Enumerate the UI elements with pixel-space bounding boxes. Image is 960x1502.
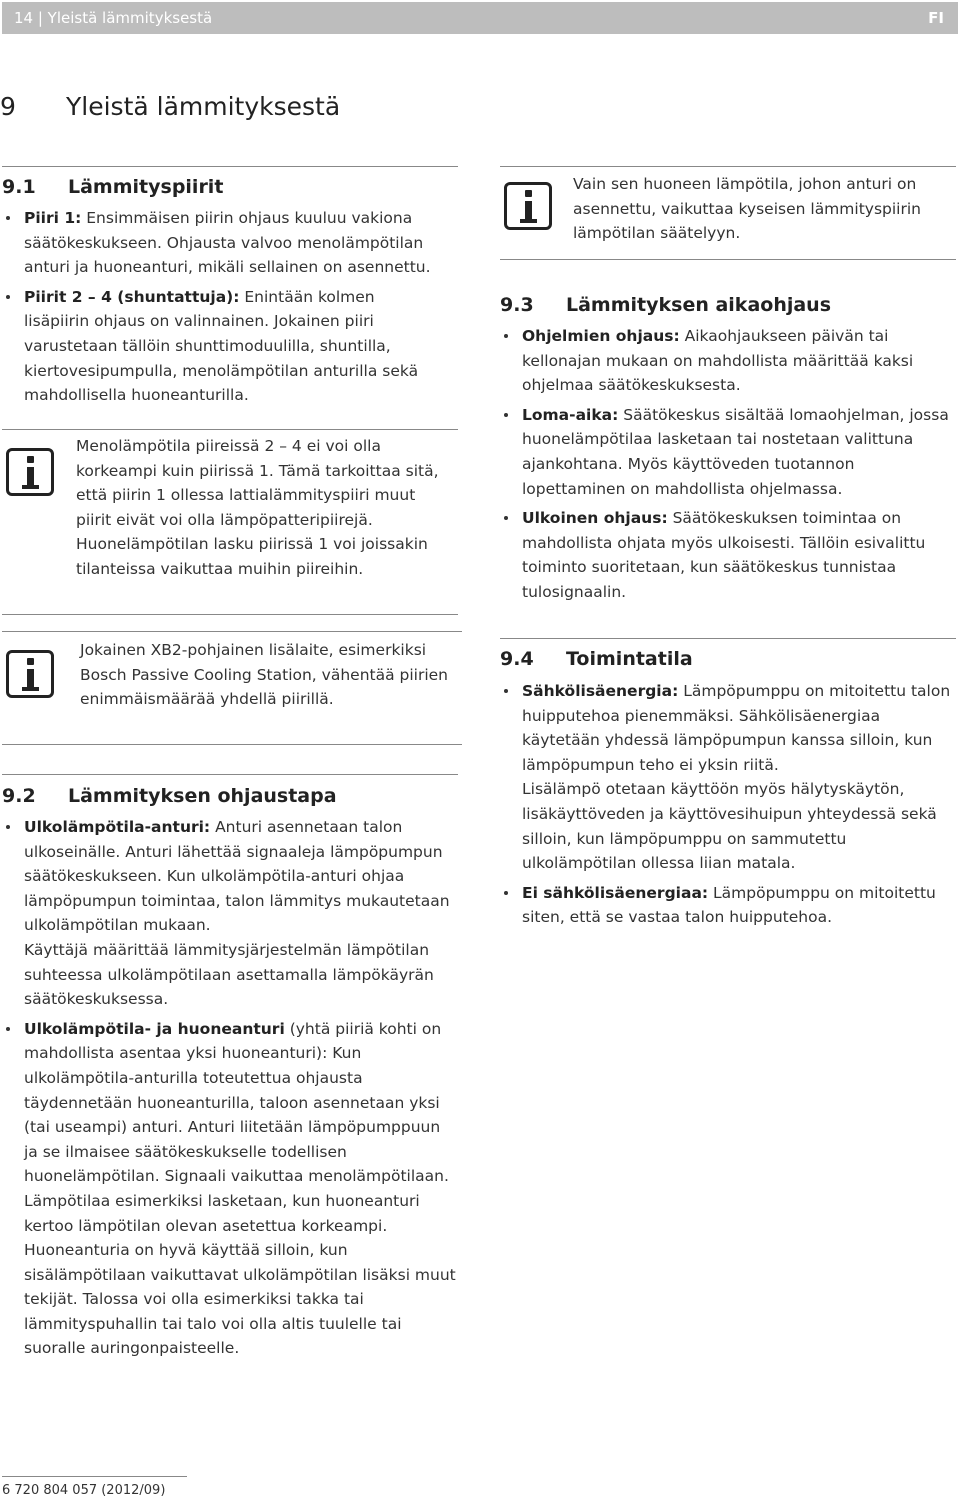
item-term: Piirit 2 – 4 (shuntattuja): (24, 287, 240, 306)
info-icon (6, 448, 54, 496)
item-text: Säätökeskus sisältää lomaohjelman, jossa huonelämpötilaa lasketaan tai nostetaan valittuna ajankohtana. Myös käyttöveden tuotannon lopettaminen on mahdollista ohjelmassa. (522, 405, 949, 498)
header-section-label: 14 | Yleistä lämmityksestä (14, 9, 213, 27)
divider (500, 166, 956, 167)
page-header (2, 2, 958, 34)
list-item (500, 679, 956, 876)
item-text: (yhtä piiriä kohti on mahdollista asentaa yksi huoneanturi): Kun ulkolämpötila-anturilla toteutettua ohjausta täydennetään huoneanturilla, taloon asennetaan yksi (tai useampi) anturi. Anturi liitetään lämpöpumppuun ja se ilmaisee säätökeskukselle todellisen huonelämpötilan. Signaali vaikuttaa menolämpötilaan. Lämpötilaa esimerkiksi lasketaan, kun huoneanturi kertoo lämpötilan olevan asetettua korkeampi. (24, 1019, 449, 1235)
item-term: Loma-aika: (522, 405, 619, 424)
item-text: Säätökeskuksen toimintaa on mahdollista ohjata myös ulkoisesti. Tällöin esivalittu toiminto suoritetaan, kun säätökeskus tunnistaa tulosignaalin. (522, 509, 926, 601)
info-note-text: Menolämpötila piireissä 2 – 4 ei voi olla korkeampi kuin piirissä 1. Tämä tarkoittaa sitä, että piirin 1 ollessa lattialämmityspiiri muut piirit eivät voi olla lämpöpatteripiirejä. Huonelämpötilan lasku piirissä 1 voi joissakin tilanteissa vaikuttaa muihin piireihin. (76, 437, 439, 578)
section-9-2-list (2, 815, 458, 1366)
section-number: 9.2 (2, 785, 36, 807)
divider (2, 614, 458, 615)
section-9-4-list (500, 679, 956, 935)
list-item (500, 324, 956, 398)
section-title: Lämmityksen aikaohjaus (566, 294, 832, 316)
section-number: 9.1 (2, 176, 36, 198)
item-text: Ensimmäisen piirin ohjaus kuuluu vakiona säätökeskukseen. Ohjausta valvoo menolämpötilan anturi ja huoneanturi, mikäli sellainen on asennettu. (24, 209, 431, 277)
list-item (2, 206, 442, 280)
section-title: Lämmityspiirit (68, 176, 224, 198)
item-text: Enintään kolmen lisäpiirin ohjaus on valinnainen. Jokainen piiri varustetaan tällöin shunttimoduulilla, shuntilla, kiertovesipumpulla, menolämpötilan anturilla sekä mahdollisella huoneanturilla. (24, 287, 419, 405)
divider (2, 166, 458, 167)
item-term: Sähkölisäenergia: (522, 682, 679, 700)
list-item (500, 506, 956, 604)
divider (500, 638, 956, 639)
info-note-3 (500, 172, 956, 252)
chapter-heading: Yleistä lämmityksestä (66, 92, 341, 121)
section-9-3-heading (500, 294, 831, 316)
list-item (2, 1017, 458, 1361)
footer-document-number: 6 720 804 057 (2012/09) (2, 1483, 166, 1498)
item-text: Lämpöpumppu on mitoitettu siten, että se vastaa talon huipputehoa. (522, 883, 936, 927)
section-9-1-list (2, 206, 442, 413)
item-term: Ulkoinen ohjaus: (522, 509, 668, 528)
divider (2, 429, 458, 430)
chapter-title (0, 92, 340, 121)
item-term: Piiri 1: (24, 209, 82, 227)
item-paragraph: Lisälämpö otetaan käyttöön myös hälytyskäytön, lisäkäyttöveden ja käyttövesihuipun yhteydessä sekä silloin, kun lämpöpumppu on sammutettu ulkolämpötilan ollessa liian matala. (522, 780, 937, 873)
info-note-2 (2, 640, 462, 740)
divider (2, 774, 458, 775)
item-term: Ulkolämpötila-anturi: (24, 818, 211, 836)
section-title: Lämmityksen ohjaustapa (68, 785, 337, 807)
section-number: 9.4 (500, 648, 534, 670)
section-9-4-heading (500, 648, 693, 670)
item-term: Ulkolämpötila- ja huoneanturi (24, 1019, 285, 1038)
chapter-number: 9 (0, 92, 16, 121)
info-icon (504, 182, 552, 230)
divider (2, 744, 462, 745)
section-title: Toimintatila (566, 648, 693, 670)
item-term: Ohjelmien ohjaus: (522, 327, 680, 345)
info-icon (6, 650, 54, 698)
divider (500, 259, 956, 260)
list-item (500, 403, 956, 501)
section-9-2-heading (2, 785, 337, 807)
list-item (2, 285, 442, 408)
list-item (500, 881, 956, 930)
item-text: Lämpöpumppu on mitoitettu talon huipputehoa pienemmäksi. Sähkölisäenergiaa käytetään yhdessä lämpöpumpun kanssa silloin, kun lämpöpumpun teho ei yksin riitä. (522, 682, 951, 774)
item-term: Ei sähkölisäenergiaa: (522, 883, 709, 902)
divider (2, 631, 462, 632)
item-text: Anturi asennetaan talon ulkoseinälle. Anturi lähettää signaaleja lämpöpumpun säätökeskukseen. Kun ulkolämpötila-anturi ohjaa lämpöpumpun toimintaa, talon lämmitys mukautetaan ulkolämpötilan mukaan. (24, 818, 450, 935)
footer-divider (2, 1476, 187, 1477)
info-note-1 (2, 438, 458, 608)
section-9-1-heading (2, 176, 223, 198)
info-note-text: Vain sen huoneen lämpötila, johon anturi on asennettu, vaikuttaa kyseisen lämmityspiirin lämpötilan säätelyyn. (573, 175, 921, 243)
section-number: 9.3 (500, 294, 534, 316)
item-paragraph: Huoneanturia on hyvä käyttää silloin, kun sisälämpötilaan vaikuttavat ulkolämpötilan lisäksi muut tekijät. Talossa voi olla esimerkiksi takka tai lämmityspuhallin tai talo voi olla altis tuulelle tai suoralle auringonpaisteelle. (24, 1241, 456, 1358)
info-note-text: Jokainen XB2-pohjainen lisälaite, esimerkiksi Bosch Passive Cooling Station, vähentää piirien enimmäismäärää yhdellä piirillä. (80, 641, 449, 709)
section-9-3-list (500, 324, 956, 610)
item-paragraph: Käyttäjä määrittää lämmitysjärjestelmän lämpötilan suhteessa ulkolämpötilaan asettamalla lämpökäyrän säätökeskuksessa. (24, 940, 434, 1009)
list-item (2, 815, 458, 1012)
item-text: Aikaohjaukseen päivän tai kellonajan mukaan on mahdollista määrittää kaksi ohjelmaa säätökeskuksesta. (522, 327, 914, 395)
header-language-code: FI (928, 9, 944, 27)
